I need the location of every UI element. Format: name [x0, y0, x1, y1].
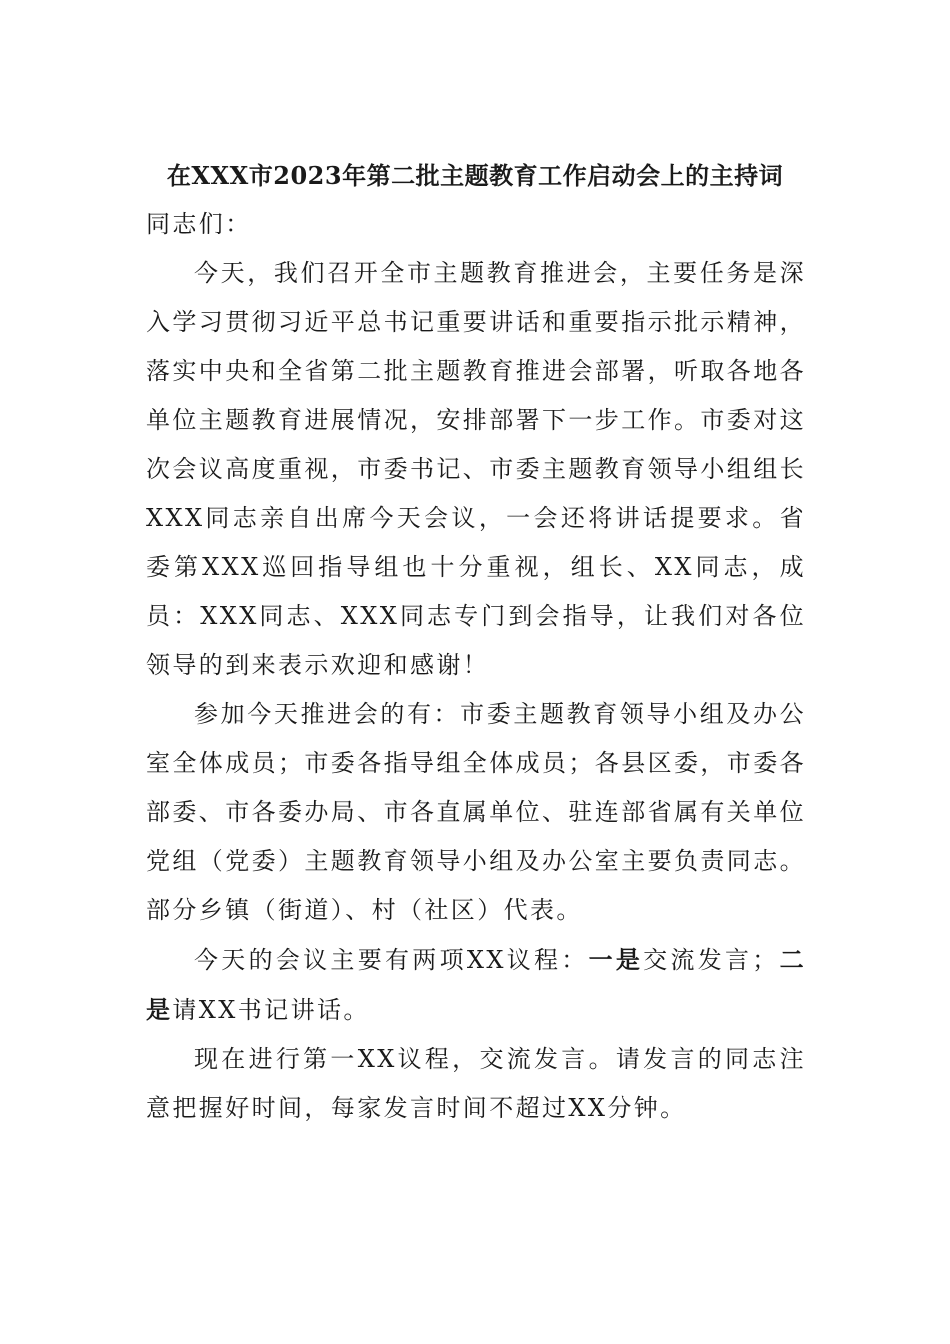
paragraph-opening: 今天，我们召开全市主题教育推进会，主要任务是深入学习贯彻习近平总书记重要讲话和重要指示批示精神，落实中央和全省第二批主题教育推进会部署，听取各地各单位主题教育进展情况，安排部署下一步工作。市委对这次会议高度重视，市委书记、市委主题教育领导小组组长XXX同志亲自出席今天会议，一会还将讲话提要求。省委第XXX巡回指导组也十分重视，组长、XX同志，成员：XXX同志、XXX同志专门到会指导，让我们对各位领导的到来表示欢迎和感谢！ [146, 259, 806, 679]
agenda-item-two: 请XX书记讲话。 [172, 996, 370, 1024]
document-body [146, 200, 806, 1133]
agenda-item-two-label: 二是 [146, 945, 806, 1024]
paragraph-first-item: 现在进行第一XX议程，交流发言。请发言的同志注意把握好时间，每家发言时间不超过XX分钟。 [146, 1045, 806, 1122]
agenda-item-one-label: 一是 [588, 945, 644, 974]
document-title: 在XXX市2023年第二批主题教育工作启动会上的主持词 [166, 161, 784, 190]
paragraph-attendees: 参加今天推进会的有：市委主题教育领导小组及办公室全体成员；市委各指导组全体成员；各县区委，市委各部委、市各委办局、市各直属单位、驻连部省属有关单位党组（党委）主题教育领导小组及办公室主要负责同志。部分乡镇（街道）、村（社区）代表。 [146, 700, 806, 924]
salutation: 同志们： [146, 210, 252, 238]
agenda-item-one: 交流发言； [643, 946, 779, 974]
agenda-intro: 今天的会议主要有两项XX议程： [194, 946, 589, 974]
paragraph-agenda [146, 935, 806, 1035]
